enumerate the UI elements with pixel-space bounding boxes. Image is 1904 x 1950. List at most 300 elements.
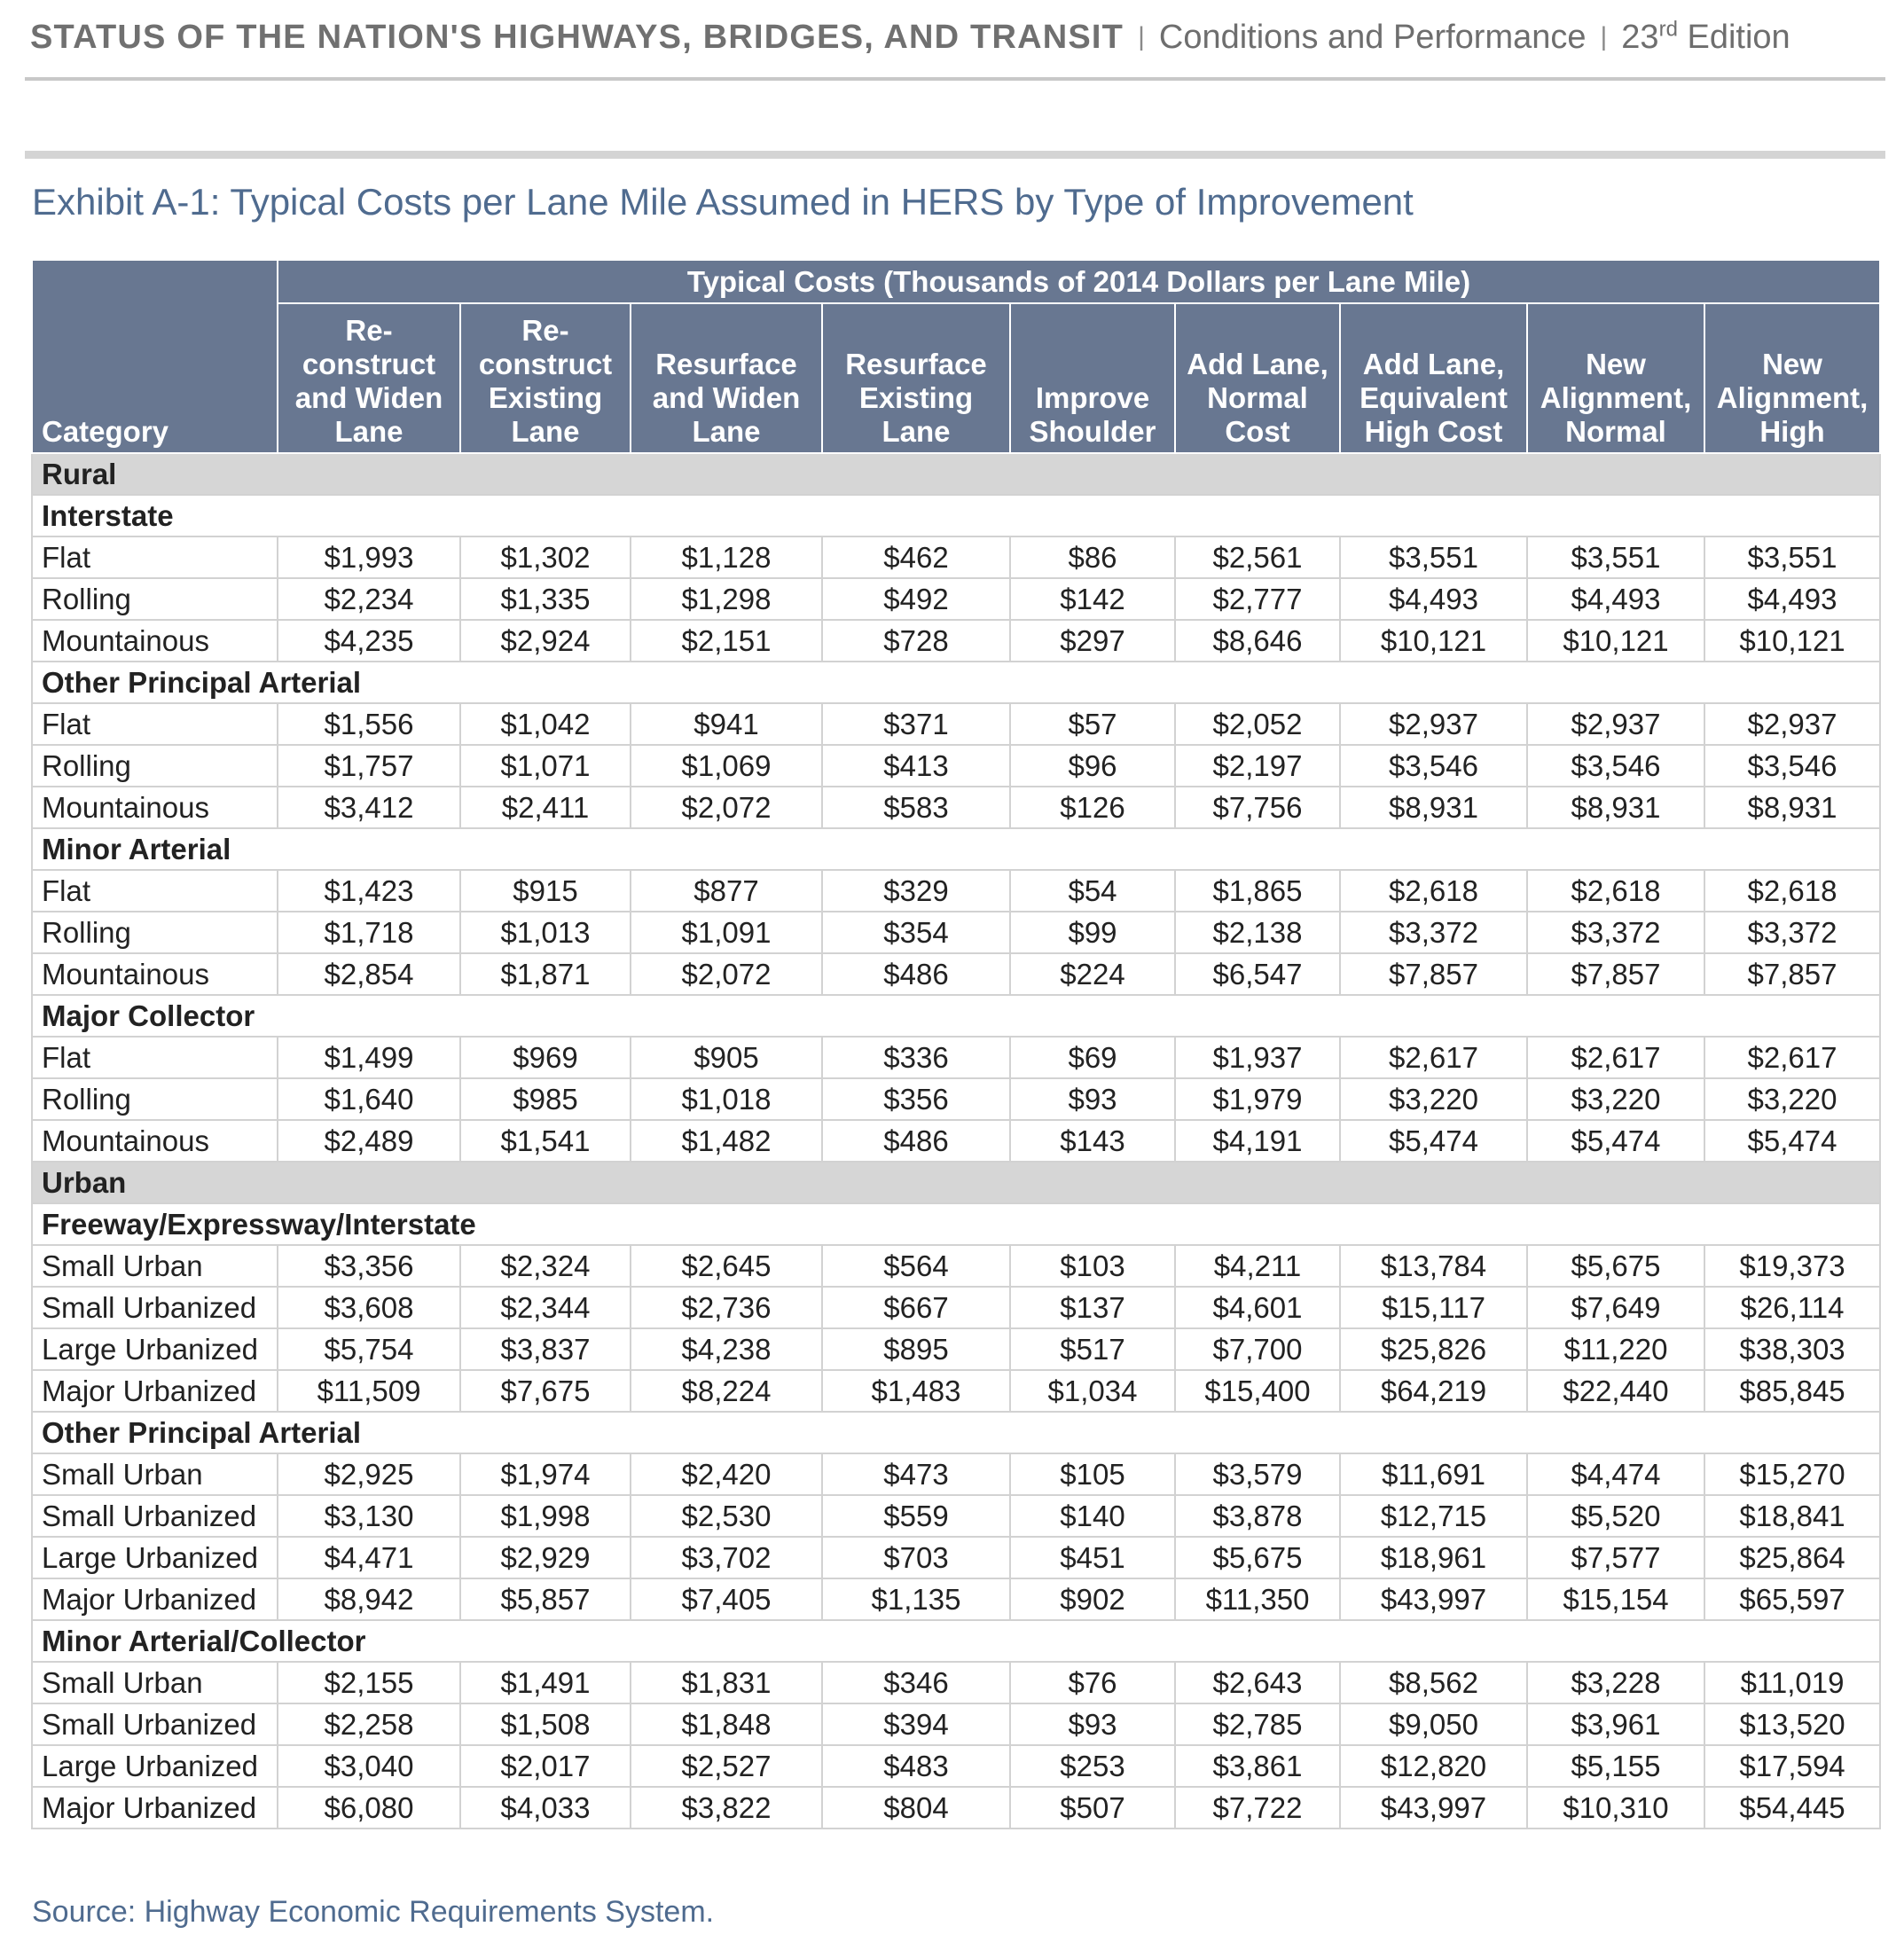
cost-cell: $10,310 xyxy=(1527,1787,1704,1829)
cost-cell: $2,561 xyxy=(1175,536,1340,578)
row-label: Small Urban xyxy=(32,1245,278,1287)
column-header-line: New xyxy=(1586,348,1646,380)
cost-cell: $57 xyxy=(1010,703,1175,745)
cost-table xyxy=(31,259,1881,1829)
cost-cell: $1,128 xyxy=(631,536,822,578)
cost-cell: $3,546 xyxy=(1340,745,1527,787)
cost-cell: $11,019 xyxy=(1704,1662,1880,1703)
cost-cell: $877 xyxy=(631,870,822,912)
cost-cell: $1,423 xyxy=(278,870,460,912)
group-label: Major Collector xyxy=(32,995,1880,1037)
group-row xyxy=(32,1203,1880,1245)
cost-cell: $2,617 xyxy=(1527,1037,1704,1078)
cost-cell: $1,556 xyxy=(278,703,460,745)
cost-cell: $224 xyxy=(1010,953,1175,995)
cost-cell: $517 xyxy=(1010,1328,1175,1370)
row-label: Rolling xyxy=(32,1078,278,1120)
cost-cell: $10,121 xyxy=(1704,620,1880,662)
cost-cell: $1,335 xyxy=(460,578,631,620)
cost-cell: $2,736 xyxy=(631,1287,822,1328)
row-label: Small Urban xyxy=(32,1453,278,1495)
cost-cell: $1,937 xyxy=(1175,1037,1340,1078)
cost-cell: $7,857 xyxy=(1527,953,1704,995)
row-label: Rolling xyxy=(32,578,278,620)
cost-cell: $26,114 xyxy=(1704,1287,1880,1328)
row-label: Small Urbanized xyxy=(32,1287,278,1328)
cost-cell: $2,151 xyxy=(631,620,822,662)
cost-cell: $15,270 xyxy=(1704,1453,1880,1495)
cost-cell: $2,258 xyxy=(278,1703,460,1745)
cost-cell: $4,474 xyxy=(1527,1453,1704,1495)
column-header-line: Existing xyxy=(488,381,603,414)
group-row xyxy=(32,995,1880,1037)
cost-cell: $451 xyxy=(1010,1537,1175,1578)
table-row xyxy=(32,1787,1880,1829)
group-label: Interstate xyxy=(32,495,1880,536)
column-header-line: construct xyxy=(302,348,436,380)
cost-cell: $69 xyxy=(1010,1037,1175,1078)
cost-cell: $142 xyxy=(1010,578,1175,620)
section-divider xyxy=(25,151,1885,159)
cost-cell: $54,445 xyxy=(1704,1787,1880,1829)
cost-cell: $728 xyxy=(822,620,1010,662)
cost-cell: $486 xyxy=(822,1120,1010,1162)
cost-cell: $2,155 xyxy=(278,1662,460,1703)
cost-cell: $2,618 xyxy=(1704,870,1880,912)
cost-cell: $2,324 xyxy=(460,1245,631,1287)
cost-cell: $2,785 xyxy=(1175,1703,1340,1745)
table-row xyxy=(32,912,1880,953)
cost-cell: $1,848 xyxy=(631,1703,822,1745)
table-row xyxy=(32,1453,1880,1495)
cost-cell: $3,040 xyxy=(278,1745,460,1787)
cost-cell: $492 xyxy=(822,578,1010,620)
table-row xyxy=(32,745,1880,787)
cost-cell: $336 xyxy=(822,1037,1010,1078)
cost-cell: $1,018 xyxy=(631,1078,822,1120)
cost-cell: $1,993 xyxy=(278,536,460,578)
cost-cell: $2,937 xyxy=(1527,703,1704,745)
report-subtitle: Conditions and Performance xyxy=(1158,19,1587,56)
cost-cell: $15,400 xyxy=(1175,1370,1340,1412)
cost-cell: $5,520 xyxy=(1527,1495,1704,1537)
row-label: Rolling xyxy=(32,912,278,953)
cost-cell: $969 xyxy=(460,1037,631,1078)
cost-cell: $4,471 xyxy=(278,1537,460,1578)
group-row xyxy=(32,1412,1880,1453)
column-header xyxy=(1340,303,1527,453)
column-header xyxy=(1704,303,1880,453)
column-header-line: Lane xyxy=(511,415,580,448)
cost-cell: $1,979 xyxy=(1175,1078,1340,1120)
row-label: Mountainous xyxy=(32,620,278,662)
table-row xyxy=(32,1537,1880,1578)
cost-cell: $3,220 xyxy=(1527,1078,1704,1120)
cost-cell: $1,640 xyxy=(278,1078,460,1120)
group-label: Other Principal Arterial xyxy=(32,1412,1880,1453)
row-label: Small Urban xyxy=(32,1662,278,1703)
cost-cell: $473 xyxy=(822,1453,1010,1495)
cost-cell: $85,845 xyxy=(1704,1370,1880,1412)
cost-super-header: Typical Costs (Thousands of 2014 Dollars per Lane Mile) xyxy=(278,260,1880,303)
cost-cell: $2,420 xyxy=(631,1453,822,1495)
cost-cell: $2,617 xyxy=(1704,1037,1880,1078)
cost-cell: $2,138 xyxy=(1175,912,1340,953)
header-divider xyxy=(25,77,1885,81)
cost-cell: $17,594 xyxy=(1704,1745,1880,1787)
cost-cell: $5,474 xyxy=(1704,1120,1880,1162)
cost-cell: $583 xyxy=(822,787,1010,828)
cost-cell: $2,643 xyxy=(1175,1662,1340,1703)
cost-cell: $483 xyxy=(822,1745,1010,1787)
cost-cell: $3,130 xyxy=(278,1495,460,1537)
column-header xyxy=(1010,303,1175,453)
cost-cell: $10,121 xyxy=(1340,620,1527,662)
column-header-line: and Widen xyxy=(294,381,443,414)
cost-cell: $3,220 xyxy=(1704,1078,1880,1120)
cost-cell: $1,069 xyxy=(631,745,822,787)
group-row xyxy=(32,828,1880,870)
cost-cell: $126 xyxy=(1010,787,1175,828)
column-header-line: construct xyxy=(478,348,613,380)
cost-cell: $394 xyxy=(822,1703,1010,1745)
cost-cell: $18,961 xyxy=(1340,1537,1527,1578)
cost-cell: $99 xyxy=(1010,912,1175,953)
cost-cell: $2,072 xyxy=(631,953,822,995)
cost-cell: $8,224 xyxy=(631,1370,822,1412)
cost-cell: $4,211 xyxy=(1175,1245,1340,1287)
cost-cell: $1,034 xyxy=(1010,1370,1175,1412)
edition-word: Edition xyxy=(1687,19,1790,56)
cost-cell: $3,356 xyxy=(278,1245,460,1287)
cost-cell: $1,482 xyxy=(631,1120,822,1162)
group-label: Other Principal Arterial xyxy=(32,662,1880,703)
cost-cell: $6,080 xyxy=(278,1787,460,1829)
cost-cell: $3,551 xyxy=(1527,536,1704,578)
column-header-line: Alignment, xyxy=(1540,381,1692,414)
cost-cell: $1,302 xyxy=(460,536,631,578)
column-header-line: Resurface xyxy=(845,348,987,380)
group-label: Minor Arterial/Collector xyxy=(32,1620,1880,1662)
cost-cell: $3,372 xyxy=(1527,912,1704,953)
cost-cell: $2,527 xyxy=(631,1745,822,1787)
table-row xyxy=(32,1370,1880,1412)
cost-cell: $4,235 xyxy=(278,620,460,662)
table-row xyxy=(32,1662,1880,1703)
cost-cell: $93 xyxy=(1010,1078,1175,1120)
column-header-line: Re- xyxy=(345,314,393,347)
cost-cell: $703 xyxy=(822,1537,1010,1578)
column-header-line: Re- xyxy=(521,314,569,347)
table-row xyxy=(32,620,1880,662)
cost-cell: $12,820 xyxy=(1340,1745,1527,1787)
cost-cell: $4,238 xyxy=(631,1328,822,1370)
cost-cell: $895 xyxy=(822,1328,1010,1370)
cost-cell: $2,777 xyxy=(1175,578,1340,620)
cost-cell: $5,155 xyxy=(1527,1745,1704,1787)
cost-cell: $7,405 xyxy=(631,1578,822,1620)
cost-cell: $43,997 xyxy=(1340,1578,1527,1620)
table-body xyxy=(32,453,1880,1829)
cost-cell: $4,601 xyxy=(1175,1287,1340,1328)
cost-cell: $7,857 xyxy=(1340,953,1527,995)
row-label: Large Urbanized xyxy=(32,1328,278,1370)
row-label: Flat xyxy=(32,536,278,578)
row-label: Flat xyxy=(32,870,278,912)
cost-cell: $105 xyxy=(1010,1453,1175,1495)
table-row xyxy=(32,1745,1880,1787)
row-label: Major Urbanized xyxy=(32,1578,278,1620)
cost-cell: $2,617 xyxy=(1340,1037,1527,1078)
section-row xyxy=(32,1162,1880,1203)
table-row xyxy=(32,1328,1880,1370)
cost-cell: $2,937 xyxy=(1340,703,1527,745)
cost-cell: $11,350 xyxy=(1175,1578,1340,1620)
cost-cell: $38,303 xyxy=(1704,1328,1880,1370)
table-row xyxy=(32,1703,1880,1745)
column-header-line: High xyxy=(1759,415,1825,448)
cost-cell: $1,998 xyxy=(460,1495,631,1537)
row-label: Small Urbanized xyxy=(32,1703,278,1745)
cost-cell: $7,857 xyxy=(1704,953,1880,995)
cost-cell: $5,675 xyxy=(1175,1537,1340,1578)
cost-cell: $6,547 xyxy=(1175,953,1340,995)
column-header-line: Lane xyxy=(334,415,404,448)
cost-cell: $413 xyxy=(822,745,1010,787)
cost-cell: $329 xyxy=(822,870,1010,912)
cost-cell: $65,597 xyxy=(1704,1578,1880,1620)
cost-cell: $10,121 xyxy=(1527,620,1704,662)
cost-cell: $3,228 xyxy=(1527,1662,1704,1703)
cost-cell: $1,298 xyxy=(631,578,822,620)
cost-cell: $486 xyxy=(822,953,1010,995)
column-header-line: Normal xyxy=(1207,381,1308,414)
table-row xyxy=(32,536,1880,578)
cost-cell: $2,618 xyxy=(1527,870,1704,912)
row-label: Large Urbanized xyxy=(32,1537,278,1578)
cost-cell: $1,091 xyxy=(631,912,822,953)
cost-cell: $5,754 xyxy=(278,1328,460,1370)
column-header-line: Lane xyxy=(881,415,951,448)
cost-cell: $137 xyxy=(1010,1287,1175,1328)
cost-cell: $2,925 xyxy=(278,1453,460,1495)
cost-cell: $3,546 xyxy=(1704,745,1880,787)
cost-cell: $1,042 xyxy=(460,703,631,745)
edition-number: 23 xyxy=(1621,19,1659,56)
column-header-line: Resurface xyxy=(655,348,797,380)
cost-cell: $2,052 xyxy=(1175,703,1340,745)
cost-cell: $902 xyxy=(1010,1578,1175,1620)
cost-cell: $3,220 xyxy=(1340,1078,1527,1120)
cost-cell: $2,530 xyxy=(631,1495,822,1537)
cost-cell: $143 xyxy=(1010,1120,1175,1162)
cost-cell: $7,675 xyxy=(460,1370,631,1412)
column-header-line: Normal xyxy=(1565,415,1666,448)
cost-cell: $2,929 xyxy=(460,1537,631,1578)
cost-cell: $564 xyxy=(822,1245,1010,1287)
column-header-line: Existing xyxy=(858,381,974,414)
cost-cell: $462 xyxy=(822,536,1010,578)
group-label: Freeway/Expressway/Interstate xyxy=(32,1203,1880,1245)
cost-cell: $354 xyxy=(822,912,1010,953)
table-row xyxy=(32,953,1880,995)
section-label: Urban xyxy=(32,1162,1880,1203)
table-row xyxy=(32,1120,1880,1162)
column-header-row xyxy=(32,303,1880,453)
cost-cell: $667 xyxy=(822,1287,1010,1328)
cost-cell: $43,997 xyxy=(1340,1787,1527,1829)
column-header-line: Lane xyxy=(692,415,761,448)
cost-cell: $1,757 xyxy=(278,745,460,787)
table-row xyxy=(32,1078,1880,1120)
cost-cell: $3,551 xyxy=(1704,536,1880,578)
table-row xyxy=(32,703,1880,745)
cost-cell: $1,541 xyxy=(460,1120,631,1162)
cost-cell: $93 xyxy=(1010,1703,1175,1745)
row-label: Major Urbanized xyxy=(32,1787,278,1829)
column-header xyxy=(1527,303,1704,453)
cost-cell: $3,546 xyxy=(1527,745,1704,787)
cost-cell: $96 xyxy=(1010,745,1175,787)
cost-cell: $7,577 xyxy=(1527,1537,1704,1578)
table-row xyxy=(32,1287,1880,1328)
column-header-line: High Cost xyxy=(1364,415,1503,448)
cost-cell: $3,372 xyxy=(1704,912,1880,953)
cost-cell: $15,117 xyxy=(1340,1287,1527,1328)
cost-cell: $7,649 xyxy=(1527,1287,1704,1328)
cost-cell: $3,608 xyxy=(278,1287,460,1328)
cost-cell: $4,493 xyxy=(1527,578,1704,620)
column-header xyxy=(631,303,822,453)
cost-cell: $12,715 xyxy=(1340,1495,1527,1537)
cost-cell: $1,831 xyxy=(631,1662,822,1703)
cost-cell: $5,675 xyxy=(1527,1245,1704,1287)
row-label: Flat xyxy=(32,703,278,745)
column-header-line: Shoulder xyxy=(1029,415,1156,448)
cost-cell: $25,826 xyxy=(1340,1328,1527,1370)
table-row xyxy=(32,1245,1880,1287)
section-row xyxy=(32,453,1880,495)
table-row xyxy=(32,787,1880,828)
cost-cell: $86 xyxy=(1010,536,1175,578)
category-header: Category xyxy=(32,260,278,453)
cost-cell: $2,197 xyxy=(1175,745,1340,787)
cost-cell: $253 xyxy=(1010,1745,1175,1787)
column-header-line: Improve xyxy=(1035,381,1150,414)
cost-cell: $1,135 xyxy=(822,1578,1010,1620)
column-header-line: Alignment, xyxy=(1716,381,1869,414)
cost-cell: $8,931 xyxy=(1527,787,1704,828)
cost-cell: $4,191 xyxy=(1175,1120,1340,1162)
column-header-line: Add Lane, xyxy=(1187,348,1328,380)
cost-cell: $8,646 xyxy=(1175,620,1340,662)
table-row xyxy=(32,870,1880,912)
row-label: Flat xyxy=(32,1037,278,1078)
row-label: Mountainous xyxy=(32,953,278,995)
cost-cell: $2,489 xyxy=(278,1120,460,1162)
cost-cell: $1,974 xyxy=(460,1453,631,1495)
cost-cell: $3,837 xyxy=(460,1328,631,1370)
cost-cell: $804 xyxy=(822,1787,1010,1829)
cost-cell: $507 xyxy=(1010,1787,1175,1829)
cost-cell: $1,508 xyxy=(460,1703,631,1745)
table-row xyxy=(32,1495,1880,1537)
edition-label xyxy=(1621,19,1790,56)
cost-cell: $3,579 xyxy=(1175,1453,1340,1495)
cost-cell: $2,411 xyxy=(460,787,631,828)
table-row xyxy=(32,578,1880,620)
cost-cell: $15,154 xyxy=(1527,1578,1704,1620)
cost-cell: $9,050 xyxy=(1340,1703,1527,1745)
cost-cell: $8,942 xyxy=(278,1578,460,1620)
cost-cell: $2,924 xyxy=(460,620,631,662)
cost-cell: $8,931 xyxy=(1704,787,1880,828)
cost-cell: $7,722 xyxy=(1175,1787,1340,1829)
cost-cell: $1,071 xyxy=(460,745,631,787)
cost-cell: $1,483 xyxy=(822,1370,1010,1412)
cost-cell: $3,822 xyxy=(631,1787,822,1829)
group-row xyxy=(32,495,1880,536)
source-note: Source: Highway Economic Requirements System. xyxy=(32,1895,715,1929)
group-row xyxy=(32,662,1880,703)
column-header-line: Equivalent xyxy=(1359,381,1508,414)
cost-cell: $3,551 xyxy=(1340,536,1527,578)
cost-cell: $3,412 xyxy=(278,787,460,828)
cost-cell: $5,474 xyxy=(1527,1120,1704,1162)
cost-cell: $140 xyxy=(1010,1495,1175,1537)
cost-cell: $1,013 xyxy=(460,912,631,953)
section-label: Rural xyxy=(32,453,1880,495)
cost-cell: $3,878 xyxy=(1175,1495,1340,1537)
cost-cell: $103 xyxy=(1010,1245,1175,1287)
cost-cell: $2,937 xyxy=(1704,703,1880,745)
row-label: Small Urbanized xyxy=(32,1495,278,1537)
column-header-line: New xyxy=(1762,348,1822,380)
cost-cell: $25,864 xyxy=(1704,1537,1880,1578)
cost-cell: $297 xyxy=(1010,620,1175,662)
cost-cell: $11,691 xyxy=(1340,1453,1527,1495)
column-header xyxy=(460,303,631,453)
cost-cell: $2,618 xyxy=(1340,870,1527,912)
group-row xyxy=(32,1620,1880,1662)
cost-cell: $2,344 xyxy=(460,1287,631,1328)
cost-cell: $1,865 xyxy=(1175,870,1340,912)
cost-cell: $1,491 xyxy=(460,1662,631,1703)
cost-cell: $11,509 xyxy=(278,1370,460,1412)
row-label: Major Urbanized xyxy=(32,1370,278,1412)
cost-cell: $18,841 xyxy=(1704,1495,1880,1537)
cost-cell: $371 xyxy=(822,703,1010,745)
cost-cell: $4,033 xyxy=(460,1787,631,1829)
column-header-line: and Widen xyxy=(652,381,801,414)
cost-cell: $54 xyxy=(1010,870,1175,912)
group-label: Minor Arterial xyxy=(32,828,1880,870)
cost-cell: $4,493 xyxy=(1704,578,1880,620)
cost-cell: $915 xyxy=(460,870,631,912)
cost-cell: $76 xyxy=(1010,1662,1175,1703)
cost-cell: $2,645 xyxy=(631,1245,822,1287)
table-row xyxy=(32,1037,1880,1078)
cost-cell: $11,220 xyxy=(1527,1328,1704,1370)
cost-cell: $356 xyxy=(822,1078,1010,1120)
column-header xyxy=(278,303,460,453)
cost-cell: $559 xyxy=(822,1495,1010,1537)
cost-cell: $4,493 xyxy=(1340,578,1527,620)
row-label: Large Urbanized xyxy=(32,1745,278,1787)
row-label: Mountainous xyxy=(32,787,278,828)
cost-cell: $2,854 xyxy=(278,953,460,995)
edition-suffix: rd xyxy=(1658,17,1678,42)
